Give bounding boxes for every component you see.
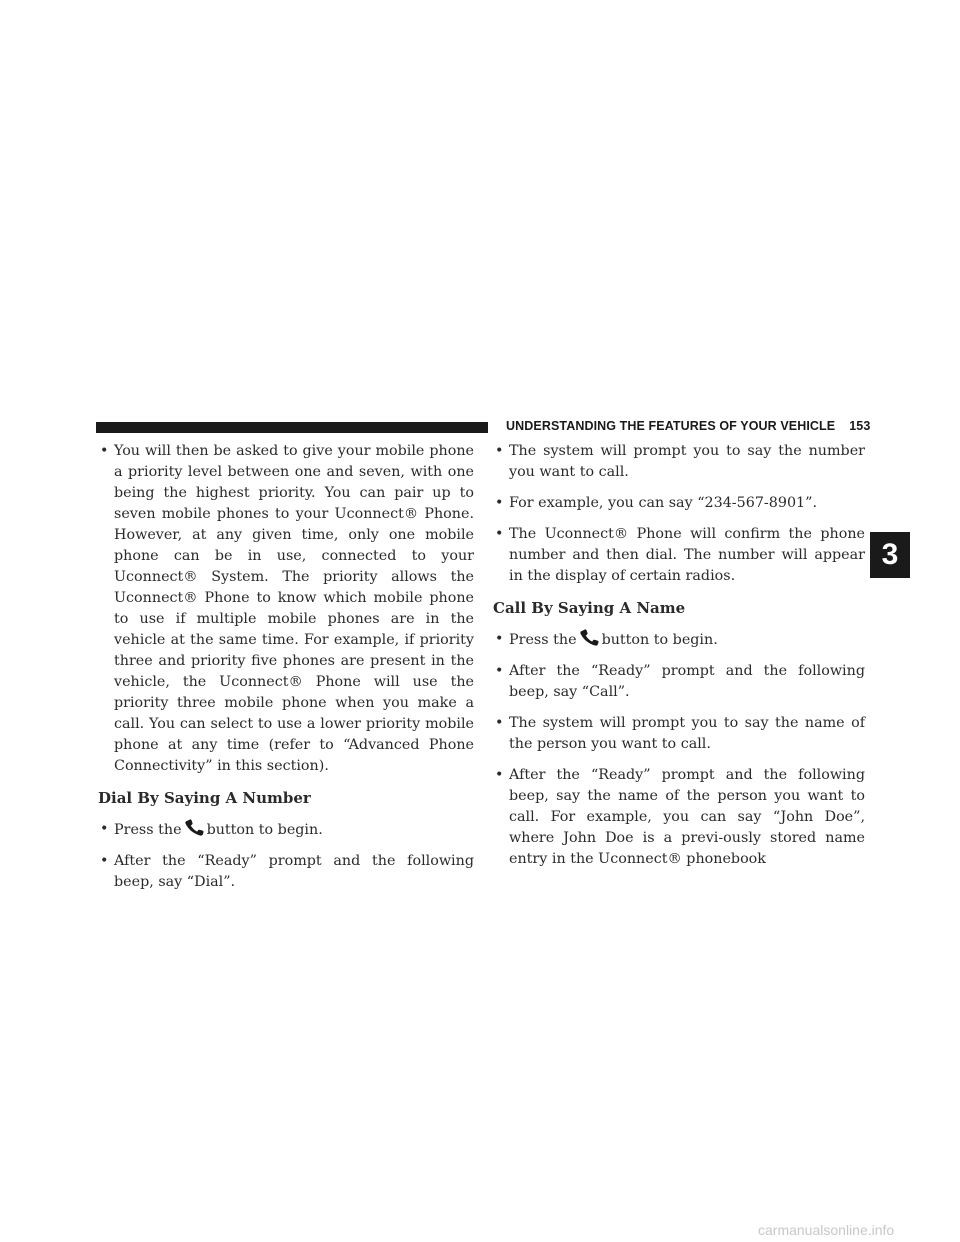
phone-icon [184, 819, 206, 837]
list-item: • The system will prompt you to say the name of the person you want to call. [495, 715, 865, 752]
bullet-glyph: • [100, 853, 109, 869]
chapter-tab: 3 [870, 532, 910, 578]
bullet-glyph: • [495, 715, 504, 731]
list-item: • The Uconnect® Phone will confirm the phone number and then dial. The number will appear in the display of certain radios. [495, 526, 865, 584]
running-header [506, 419, 870, 433]
list-item: • Press the button to begin. [100, 821, 323, 838]
list-item: • After the “Ready” prompt and the following beep, say the name of the person you want to call. For example, you can say “John Doe”, where John Doe is a previ-ously stored name entry in the Uconnect® phonebook [495, 767, 865, 867]
bullet-glyph: • [495, 495, 504, 511]
bullet-glyph: • [495, 526, 504, 542]
section-heading: Dial By Saying A Number [98, 789, 311, 807]
watermark: carmanualsonline.info [758, 1222, 895, 1238]
page-number: 153 [849, 419, 871, 433]
section-title: UNDERSTANDING THE FEATURES OF YOUR VEHICLE [506, 419, 836, 433]
right-column [493, 441, 865, 880]
list-item: • The system will prompt you to say the number you want to call. [495, 443, 865, 480]
bullet-glyph: • [100, 443, 109, 459]
left-column [98, 441, 474, 903]
header-rule [96, 422, 488, 433]
section-heading: Call By Saying A Name [493, 599, 686, 617]
bullet-glyph: • [495, 443, 504, 459]
bullet-glyph: • [495, 767, 504, 783]
list-item: • For example, you can say “234-567-8901”. [493, 493, 865, 514]
phone-icon [579, 629, 601, 647]
bullet-glyph: • [495, 631, 504, 647]
list-item: • You will then be asked to give your mobile phone a priority level between one and seven, with one being the highest priority. You can pair up to seven mobile phones to your Uconnect® Phone. However, at any given time, only one mobile phone can be in use, connected to your Uconnect® System. The priority allows the Uconnect® Phone to know which mobile phone to use if multiple mobile phones are in the vehicle at the same time. For example, if priority three and priority five phones are present in the vehicle, the Uconnect® Phone will use the priority three mobile phone when you make a call. You can select to use a lower priority mobile phone at any time (refer to “Advanced Phone Connectivity” in this section). [100, 443, 474, 774]
bullet-glyph: • [100, 821, 109, 837]
list-item: • After the “Ready” prompt and the following beep, say “Call”. [495, 663, 865, 700]
list-item: • Press the button to begin. [495, 631, 718, 648]
bullet-glyph: • [495, 663, 504, 679]
list-item: • After the “Ready” prompt and the following beep, say “Dial”. [100, 853, 474, 890]
